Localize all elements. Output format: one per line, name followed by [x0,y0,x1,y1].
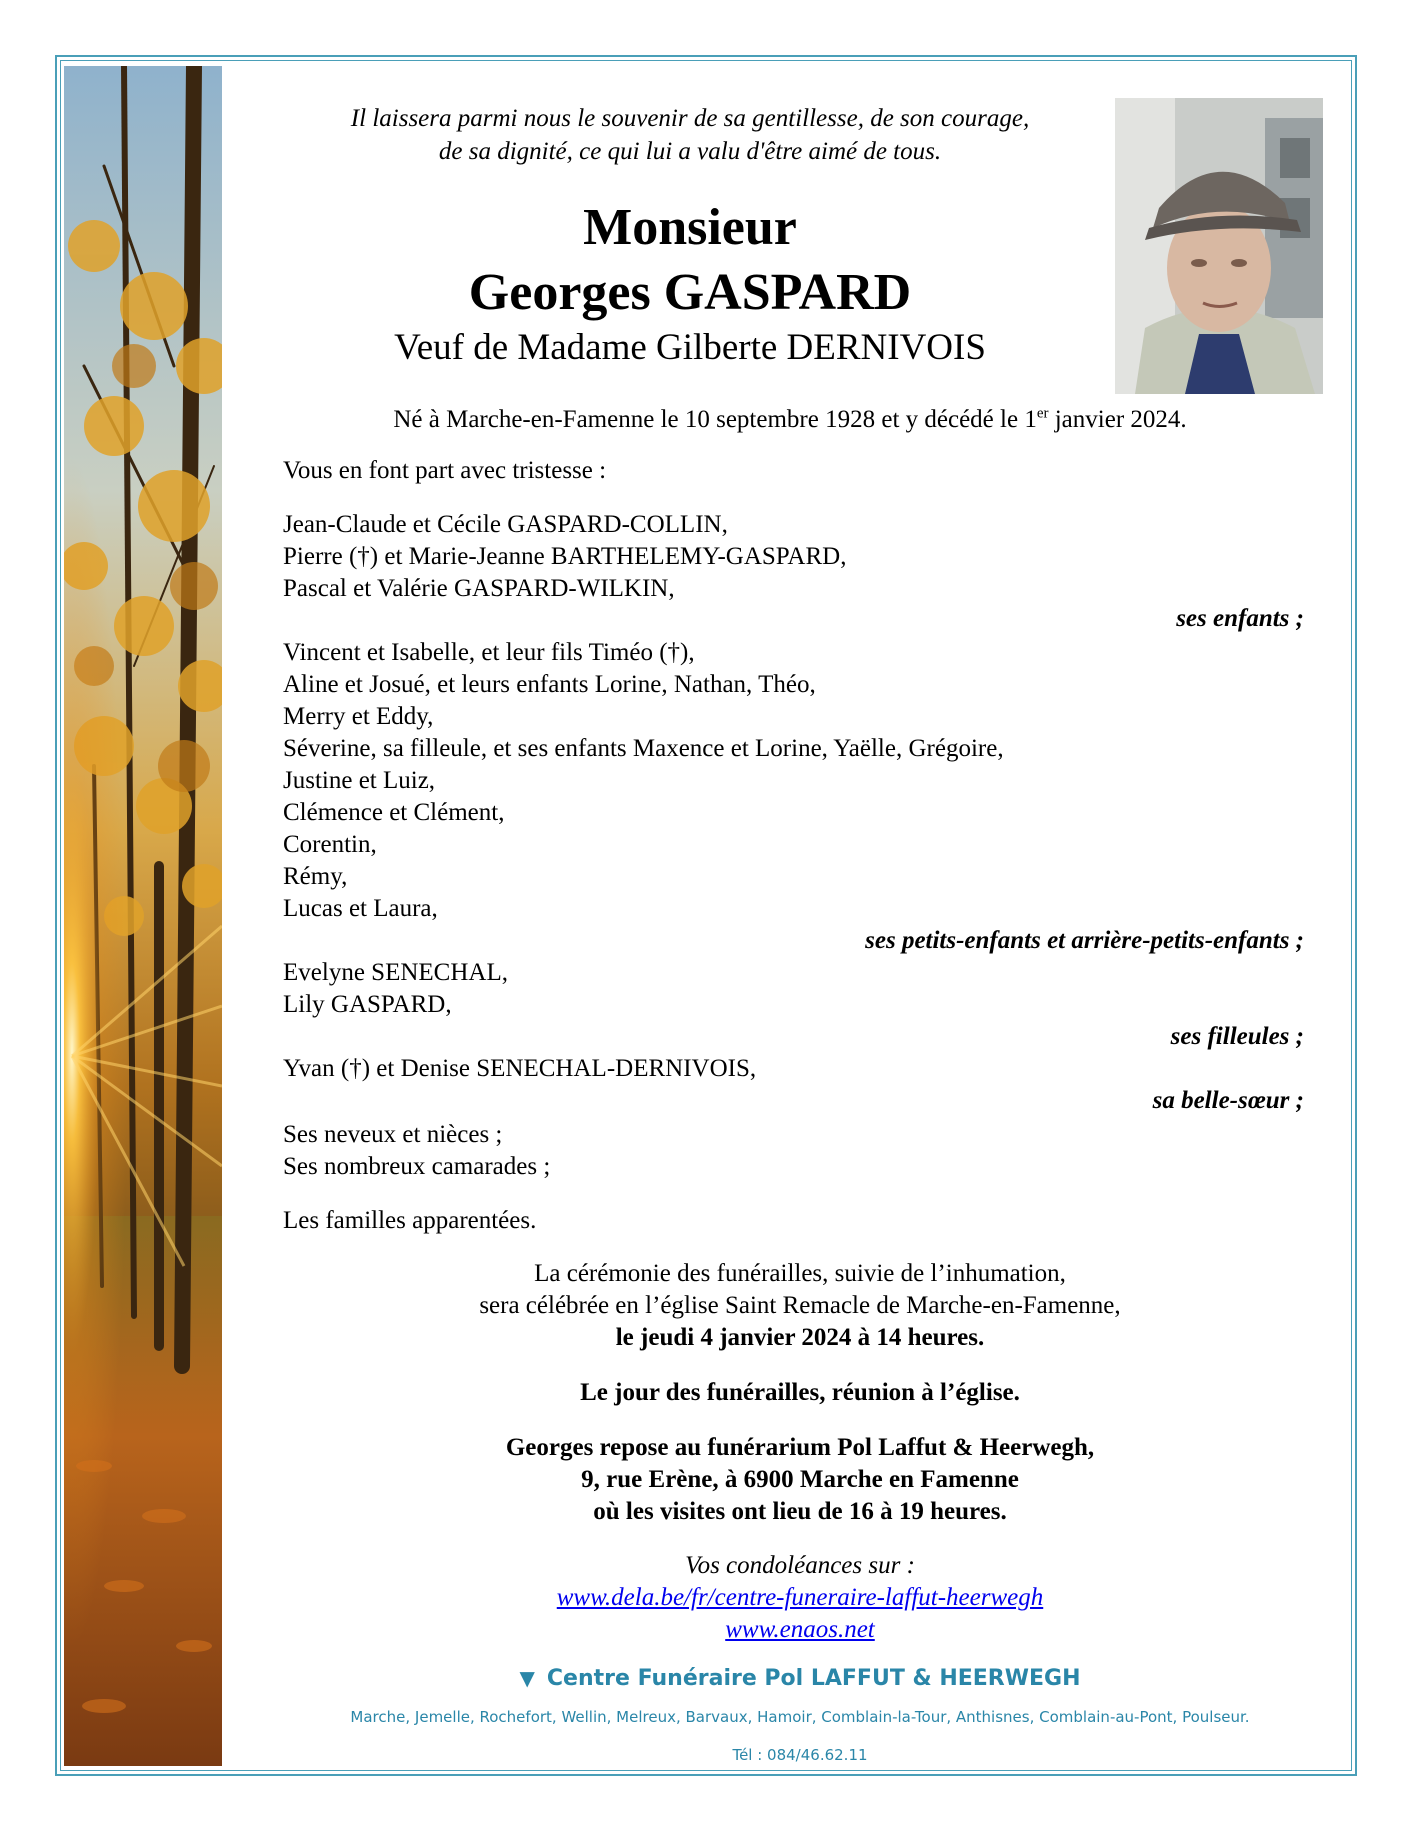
funeral-home-phone: Tél : 084/46.62.11 [732,1746,868,1764]
repose-line-2: 9, rue Erène, à 6900 Marche en Famenne [581,1466,1019,1493]
funeral-home-name: ▼ Centre Funéraire Pol LAFFUT & HEERWEGH [519,1666,1081,1691]
portrait-photo [1115,98,1323,394]
related-families: Les familles apparentées. [283,1207,537,1234]
relation-label-grandchildren: ses petits-enfants et arrière-petits-enfants ; [865,927,1304,954]
list-item: Lily GASPARD, [283,991,452,1018]
list-item: Clémence et Clément, [283,799,505,826]
ceremony-line-2: sera célébrée en l’église Saint Remacle de Marche-en-Famenne, [479,1292,1121,1319]
deceased-title: Monsieur [583,199,797,256]
deceased-name: Georges GASPARD [468,264,912,321]
list-item: Merry et Eddy, [283,703,434,730]
list-item: Ses neveux et nièces ; [283,1121,503,1148]
list-item: Corentin, [283,831,377,858]
list-item: Rémy, [283,863,348,890]
autumn-forest-photo [64,66,222,1766]
list-item: Pierre (†) et Marie-Jeanne BARTHELEMY-GASPARD, [283,543,847,570]
repose-line-1: Georges repose au funérarium Pol Laffut & Heerwegh, [505,1434,1095,1461]
list-item: Ses nombreux camarades ; [283,1153,551,1180]
condolences-link-dela-row [230,1582,1370,1614]
list-item: Lucas et Laura, [283,895,438,922]
list-item: Justine et Luiz, [283,767,436,794]
list-item: Pascal et Valérie GASPARD-WILKIN, [283,575,675,602]
condolences-label: Vos condoléances sur : [685,1552,915,1579]
list-item: Vincent et Isabelle, et leur fils Timéo (†), [283,639,695,666]
list-item: Jean-Claude et Cécile GASPARD-COLLIN, [283,511,728,538]
birth-death-info: Né à Marche-en-Famenne le 10 septembre 1928 et y décédé le 1er janvier 2024. [393,405,1187,433]
relation-label-children: ses enfants ; [1176,605,1304,632]
ceremony-date: le jeudi 4 janvier 2024 à 14 heures. [615,1324,985,1351]
meeting-info: Le jour des funérailles, réunion à l’église. [580,1379,1020,1406]
announcement-intro: Vous en font part avec tristesse : [283,457,607,484]
relation-label-godchildren: ses filleules ; [1170,1023,1304,1050]
down-triangle-icon: ▼ [519,1666,535,1690]
memorial-quote-line-1: Il laissera parmi nous le souvenir de sa gentillesse, de son courage, [350,105,1030,132]
funeral-home-locations: Marche, Jemelle, Rochefort, Wellin, Melreux, Barvaux, Hamoir, Comblain-la-Tour, Anthisnes, Comblain-au-Pont, Poulseur. [350,1708,1250,1726]
relation-label-sister-in-law: sa belle-sœur ; [1152,1087,1304,1114]
condolences-link-enaos-row [230,1614,1370,1646]
memorial-quote-line-2: de sa dignité, ce qui lui a valu d'être aimé de tous. [438,138,942,165]
condolences-link-enaos[interactable]: www.enaos.net [725,1616,875,1643]
widow-of: Veuf de Madame Gilberte DERNIVOIS [394,327,986,368]
condolences-link-dela[interactable]: www.dela.be/fr/centre-funeraire-laffut-heerwegh [556,1584,1044,1611]
ceremony-line-1: La cérémonie des funérailles, suivie de l’inhumation, [534,1260,1066,1287]
repose-line-3: où les visites ont lieu de 16 à 19 heures. [593,1498,1007,1525]
list-item: Yvan (†) et Denise SENECHAL-DERNIVOIS, [283,1055,757,1082]
list-item: Aline et Josué, et leurs enfants Lorine, Nathan, Théo, [283,671,816,698]
list-item: Evelyne SENECHAL, [283,959,508,986]
list-item: Séverine, sa filleule, et ses enfants Maxence et Lorine, Yaëlle, Grégoire, [283,735,1004,762]
